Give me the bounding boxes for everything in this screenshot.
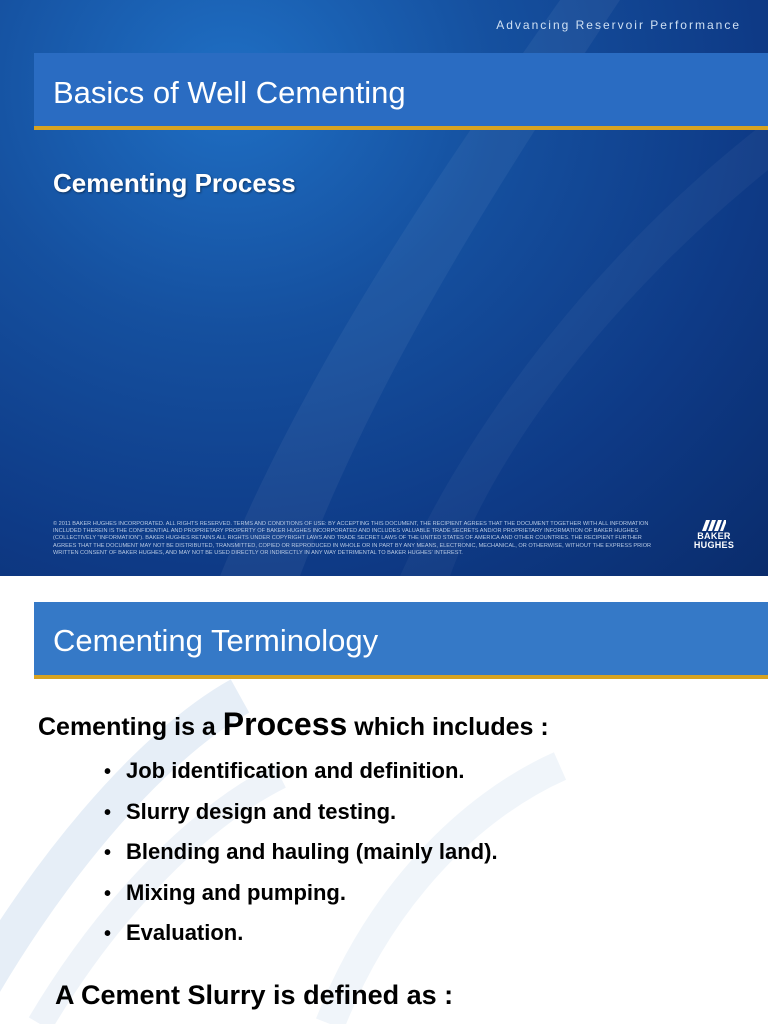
gold-divider [34, 126, 768, 130]
list-item-text: Slurry design and testing. [126, 798, 397, 824]
list-item-text: Mixing and pumping. [126, 879, 346, 905]
content-slide [0, 576, 768, 1024]
list-item-text: Evaluation. [126, 920, 244, 945]
section-subtitle: Cementing Process [53, 168, 296, 198]
list-item-text: Blending and hauling (mainly land). [126, 839, 498, 864]
process-steps-list [104, 758, 498, 961]
title-bar [34, 53, 768, 126]
logo-wordmark [688, 532, 740, 550]
list-item [104, 920, 498, 961]
baker-hughes-logo [688, 520, 740, 550]
logo-line-1: BAKER [697, 531, 731, 541]
bullet-icon: • [104, 923, 112, 945]
bullet-icon: • [104, 882, 112, 905]
intro-text-before: Cementing is a [38, 713, 223, 741]
legal-notice: © 2011 BAKER HUGHES INCORPORATED. ALL RIGHTS RESERVED. TERMS AND CONDITIONS OF USE: BY ACCEPTING THIS DOCUMENT, THE RECIPIENT AGREES THAT THE DOCUMENT TOGETHER WITH ALL INFORMATION INCLUDED THEREIN IS THE CONFIDENTIAL AND PROPRIETARY PROPERTY OF BAKER HUGHES INCORPORATED AND INCLUDES VALUABLE TRADE SECRETS AND/OR PROPRIETARY INFORMATION OF BAKER HUGHES (COLLECTIVELY "INFORMATION"). BAKER HUGHES RETAINS ALL RIGHTS UNDER COPYRIGHT LAWS AND TRADE SECRET LAWS OF THE UNITED STATES OF AMERICA AND OTHER COUNTRIES. THE RECIPIENT FURTHER AGREES THAT THE DOCUMENT MAY NOT BE DISTRIBUTED, TRANSMITTED, COPIED OR REPRODUCED IN WHOLE OR IN PART BY ANY MEANS, ELECTRONIC, MECHANICAL, OR OTHERWISE, WITHOUT THE EXPRESS PRIOR WRITTEN CONSENT OF BAKER HUGHES, AND MAY NOT BE USED DIRECTLY OR INDIRECTLY IN ANY WAY DETRIMENTAL TO BAKER HUGHES' INTEREST. [53, 521, 652, 556]
baker-hughes-logo-icon [702, 520, 726, 531]
presentation-title: Basics of Well Cementing [53, 75, 406, 110]
bullet-icon: • [104, 842, 112, 864]
slide-title: Cementing Terminology [53, 623, 379, 658]
logo-line-2: HUGHES [693, 540, 735, 550]
definition-heading: A Cement Slurry is defined as : [55, 980, 454, 1010]
bullet-icon: • [104, 761, 112, 783]
list-item [104, 880, 498, 921]
company-tagline: Advancing Reservoir Performance [496, 18, 741, 32]
slide-title-bar [34, 602, 768, 675]
list-item [104, 839, 498, 880]
intro-text-after: which includes : [347, 713, 549, 741]
list-item [104, 758, 498, 799]
gold-divider [34, 675, 768, 679]
intro-statement [38, 706, 549, 743]
bullet-icon: • [104, 801, 112, 824]
list-item [104, 799, 498, 840]
list-item-text: Job identification and definition. [126, 758, 465, 783]
intro-emphasis: Process [222, 706, 348, 742]
